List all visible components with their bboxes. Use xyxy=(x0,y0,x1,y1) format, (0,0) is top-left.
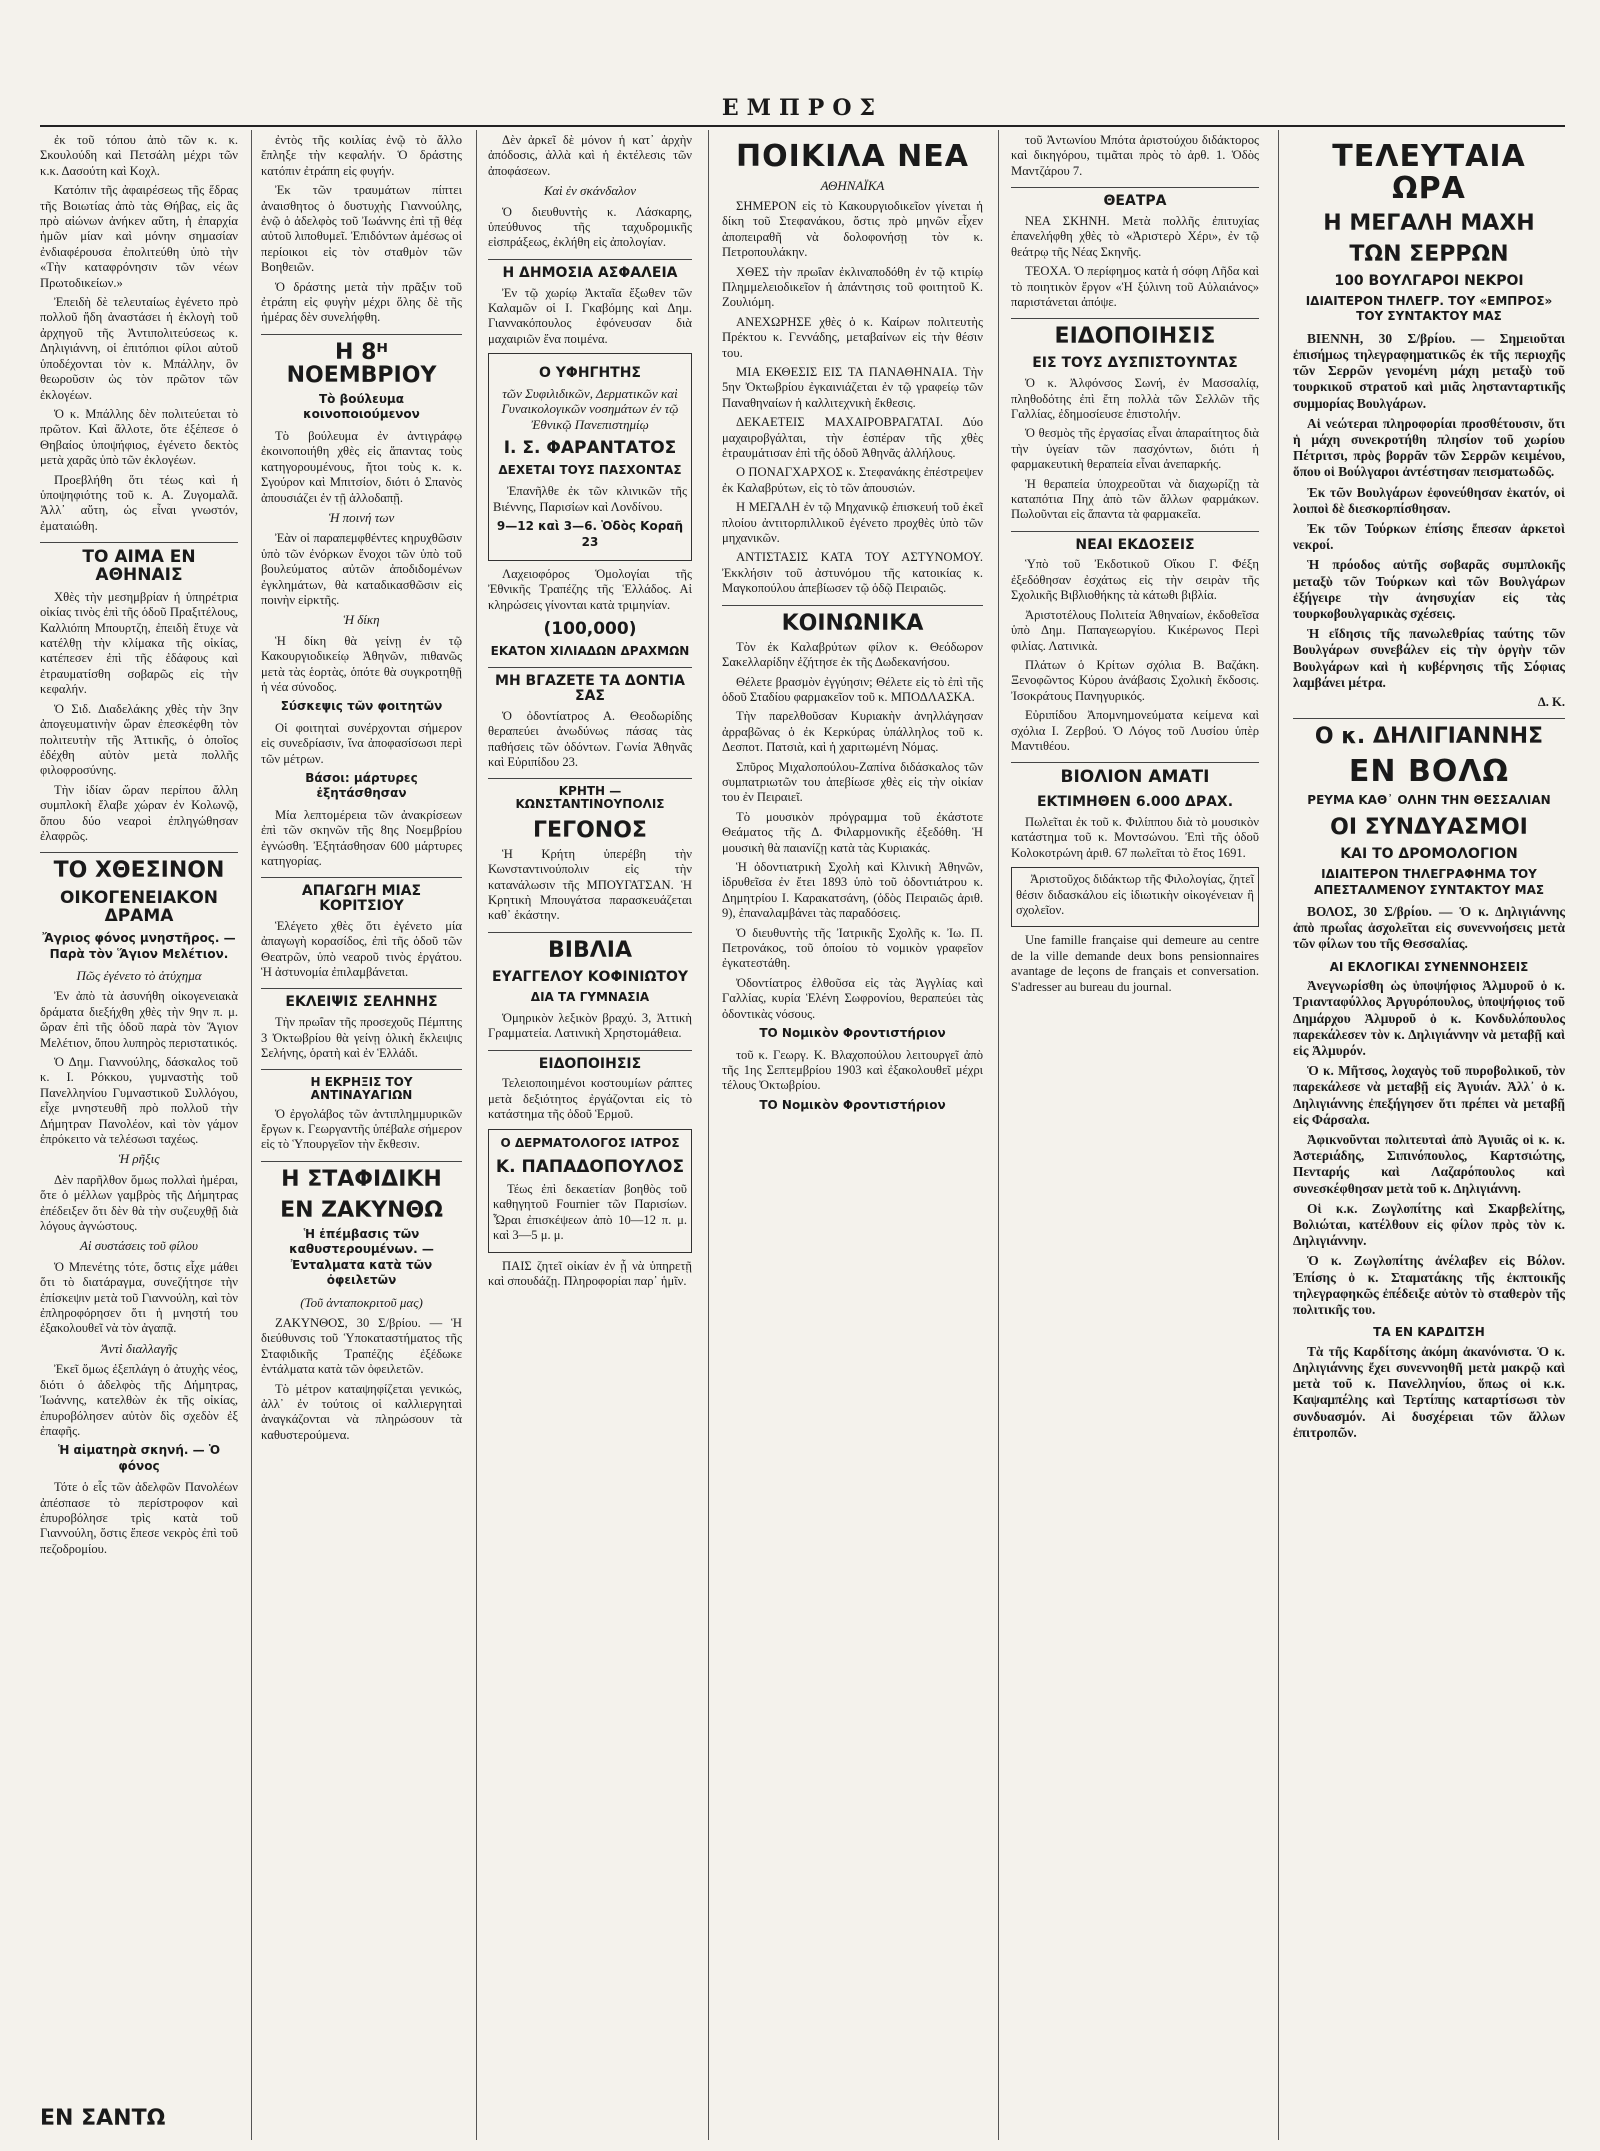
headline-public-safety: Η ΔΗΜΟΣΙΑ ΑΣΦΑΛΕΙΑ xyxy=(488,259,692,281)
classified-box xyxy=(1011,867,1259,927)
article-text: ΒΙΕΝΝΗ, 30 Σ/βρίου. — Σημειοῦται ἐπισήμως τηλεγραφηματικῶς ἐκ τῆς περιοχῆς τῶν Σερρῶν γενομένη μάχη μεταξὺ τοῦ τουρκικοῦ στρατοῦ καὶ μιᾶς ληστανταρτικῆς συμμορίας Βουλγάρων. xyxy=(1293,330,1565,411)
ad-heading: Ο ΔΕΡΜΑΤΟΛΟΓΟΣ ΙΑΤΡΟΣ xyxy=(500,1135,680,1150)
subheadline: Τὸ βούλευμα κοινοποιούμενον xyxy=(303,392,420,422)
article-text: Ἡ Κρήτη ὑπερέβη τὴν Κωνσταντινούπολιν εἰς τὴν κατανάλωσιν τῆς ΜΠΟΥΓΑΤΣΑΝ. Ἡ Κρητικὴ Μπουγάτσα παρασκευάζεται καθ᾽ ἑκάστην. xyxy=(488,846,692,923)
headline-amati-price: ΕΚΤΙΜΗΘΕΝ 6.000 ΔΡΑΧ. xyxy=(1036,794,1234,811)
subheadline: ΤΟ Νομικὸν Φροντιστήριον xyxy=(759,1026,946,1041)
headline-deligiannis: Ο κ. ΔΗΛΙΓΙΑΝΝΗΣ xyxy=(1293,718,1565,748)
article-text: Ἡ θεραπεία ὑποχρεοῦται νὰ διαχωρίζῃ τὰ καταπότια Πηχ ἀπὸ τῶν ἄλλων φαρμάκων. Πωλοῦνται εἰς ἅπαντα τὰ φαρμακεῖα. xyxy=(1011,476,1259,522)
ad-heading: Ο ΥΦΗΓΗΤΗΣ xyxy=(539,365,641,382)
article-text: Ἐκεῖ ὅμως ἐξεπλάγη ὁ ἀτυχὴς νέος, διότι ὁ ἀδελφὸς τῆς Δήμητρας, Ἰωάννης, κατελθὼν ἐκ τῆς οἰκίας, ἐπυροβόλησεν αὐτὸν δὶς σχεδὸν ἐξ ἐπαφῆς. xyxy=(40,1362,238,1438)
headline-serres: ΤΩΝ ΣΕΡΡΩΝ xyxy=(1349,242,1509,268)
article-text: Τὴν ἰδίαν ὥραν περίπου ἄλλη συμπλοκὴ ἔλαβε χώραν ἐν Κολωνῷ, ὅπου δύο νεαροὶ ἐπληγώθησαν ἐλαφρῶς. xyxy=(40,782,238,843)
ad-text: Λαχειοφόρος Ὁμολογίαι τῆς Ἐθνικῆς Τραπέζης τῆς Ἑλλάδος. Αἱ κληρώσεις γίνονται κατὰ τριμηνίαν. xyxy=(488,566,692,612)
column-divider xyxy=(476,130,477,2140)
article-text: ΒΟΛΟΣ, 30 Σ/βρίου. — Ὁ κ. Δηλιγιάννης ἀπὸ πρωΐας ἀσχολεῖται εἰς συνεννοήσεις μετὰ τῶν φίλων του τῆς Θεσσαλίας. xyxy=(1293,903,1565,952)
article-text: Ὁ διευθυντὴς κ. Λάσκαρης, ὑπεύθυνος τῆς ταχυδρομικῆς εἰσπράξεως, ἐκλήθη εἰς ἀπολογίαν. xyxy=(488,204,692,250)
subheadline: Ἡ αἱματηρὰ σκηνή. — Ὁ φόνος xyxy=(57,1443,221,1473)
masthead: ΕΜΠΡΟΣ xyxy=(721,95,884,121)
subheadline: ΤΟ Νομικὸν Φροντιστήριον xyxy=(759,1097,946,1112)
column-divider xyxy=(998,130,999,2140)
subheadline: Ἀντὶ διαλλαγῆς xyxy=(100,1340,178,1356)
article-text: Ἡ δίκη θὰ γείνῃ ἐν τῷ Κακουργιοδικείῳ Ἀθηνῶν, πιθανῶς μετὰ τὰς ἑορτὰς, ὁπότε θὰ συγκροτηθῇ ἡ νέα σύνοδος. xyxy=(261,633,462,694)
news-item: ΧΘΕΣ τὴν πρωΐαν ἐκλιναποδόθη ἐν τῷ κτιρίῳ Πλημμελειοδικεῖον ἡ ἀπάντησις τοῦ φοιτητοῦ Κ. Ζουλιόμη. xyxy=(722,264,983,310)
article-text: Ὁ θεσμὸς τῆς ἐργασίας εἶναι ἀπαραίτητος διὰ τὴν ὑγείαν τῶν πασχόντων, διότι ἡ φαρμακευτικὴ θεραπεία εἶναι ἀνεπαρκής. xyxy=(1011,426,1259,472)
subheadline: ΑΘΗΝΑΪΚΑ xyxy=(820,177,885,193)
article-text: Κατόπιν τῆς ἀφαιρέσεως τῆς ἕδρας τῆς Βοιωτίας ἀπὸ τὰς Θήβας, εἰς ἃς πρὸ αἰώνων ἀνήκεν αὕτη, ἡ ἐπαρχία ἡμῶν μίαν καὶ μόνην σημασίαν ἐνδιαφέρουσα ἐπολιτεύθη ὑπὸ τὴν «Τὴν καταφρόνησιν τῶν νέων Πρωτοδικείων.» xyxy=(40,183,238,290)
article-text: Ὁ κ. Ἀλφόνσος Σωνή, ἐν Μασσαλίᾳ, πληθοδότης ἐπὶ ἔτη πολλὰ τῶν Σελλῶν τῆς Γαλλίας, ἐδημοσίευσε ἐπιστολήν. xyxy=(1011,376,1259,421)
news-item: ΜΙΑ ΕΚΘΕΣΙΣ ΕΙΣ ΤΑ ΠΑΝΑΘΗΝΑΙΑ. Τὴν 5ην Ὀκτωβρίου ἐγκαινιάζεται ἐν τῷ γραφείῳ τῶν Παναθηναίων ἡ καλλιτεχνικὴ ἔκθεσις. xyxy=(722,364,983,410)
column-4 xyxy=(722,133,983,2133)
news-item: τοῦ κ. Γεωργ. Κ. Βλαχοπούλου λειτουργεῖ ἀπὸ τῆς 1ης Σεπτεμβρίου 1903 καὶ ἐξακολουθεῖ μέχρι τέλους Ὀκτωβρίου. xyxy=(722,1047,983,1093)
ad-hours: 9—12 καὶ 3—6. Ὁδὸς Κοραῆ 23 xyxy=(496,519,684,549)
headline-zakynthos: ΕΝ ΖΑΚΥΝΘΩ xyxy=(280,1197,443,1223)
article-text: Ἀνεγνωρίσθη ὡς ὑποψήφιος Ἁλμυροῦ ὁ κ. Τριανταφύλλος Ἀργυρόπουλος, ὑποψήφιος τοῦ Δημάρχου Ἁλμυροῦ ὁ κ. Κονδυλόπουλος παρεκάλεσεν τὸν κ. Δηλιγιάννην νὰ μεταβῇ καὶ εἰς Ἁλμυρόν. xyxy=(1293,978,1565,1058)
article-text: ΤΕΟΧΑ. Ὁ περίφημος κατὰ ἡ σόφη Λῆδα καὶ τὸ ποιητικὸν ἔργον «Ἡ ξύλινη τοῦ Αὐλαιάνος» παριστάνεται ἀπόψε. xyxy=(1011,264,1259,309)
headline-8-november: Η 8ᴴ ΝΟΕΜΒΡΙΟΥ xyxy=(261,334,462,387)
column-3 xyxy=(488,133,692,2133)
subheadline: ΑΙ ΕΚΛΟΓΙΚΑΙ ΣΥΝΕΝΝΟΗΣΕΙΣ xyxy=(1329,959,1529,974)
ad-amount-text: ΕΚΑΤΟΝ ΧΙΛΙΑΔΩΝ ΔΡΑΧΜΩΝ xyxy=(490,644,690,658)
headline-notices: ΕΙΔΟΠΟΙΗΣΙΣ xyxy=(1011,318,1259,348)
news-item: Η ΜΕΓΑΛΗ ἐν τῷ Μηχανικῷ ἐπισκευή τοῦ ἐκεῖ πλοίου ἀντιτορπιλλικοῦ ἐγένετο προχθὲς ὑπὸ τῶν μηχανικῶν. xyxy=(722,500,983,546)
headline-crete: ΚΡΗΤΗ — ΚΩΝΣΤΑΝΤΙΝΟΥΠΟΛΙΣ xyxy=(488,778,692,810)
article-text: Τότε ὁ εἷς τῶν ἀδελφῶν Πανολέων ἀπέσπασε τὸ περίστροφον καὶ ἐπυροβόλησε τρὶς κατὰ τοῦ Γιαννούλη, ὅστις ἔπεσε νεκρὸς ἐπὶ τοῦ πεζοδρομίου. xyxy=(40,1480,238,1556)
article-text: Ἐκ τῶν Τούρκων ἐπίσης ἔπεσαν ἀρκετοὶ νεκροί. xyxy=(1293,520,1565,553)
subheadline: Ἡ ἐπέμβασις τῶν καθυστερουμένων. — Ἐνταλματα κατὰ τῶν ὀφειλετῶν xyxy=(289,1226,434,1288)
article-text: Ἑλέγετο χθὲς ὅτι ἐγένετο μία ἀπαγωγὴ κορασίδος, ἐπὶ τῆς ὁδοῦ τῶν Θεατρῶν, ὑπὸ νεαροῦ τινὸς ἐργάτου. Ἡ ἀστυνομία ἐπιλαμβάνεται. xyxy=(261,918,462,980)
article-text: Ὑπὸ τοῦ Ἐκδοτικοῦ Οἴκου Γ. Φέξη ἐξεδόθησαν ἐσχάτως εἰς τὴν σειρὰν τῆς Σχολικῆς Βιβλιοθήκης τὰ κάτωθι βιβλία. xyxy=(1011,557,1259,603)
article-text: ἐντὸς τῆς κοιλίας ἐνῷ τὸ ἄλλο ἔπληξε τὴν κεφαλήν. Ὁ δράστης κατόπιν ἐτράπη εἰς φυγήν. xyxy=(261,133,462,178)
advertisement-box xyxy=(488,353,692,561)
news-item: Ὁ διευθυντὴς τῆς Ἰατρικῆς Σχολῆς κ. Ἰω. Π. Πετρονάκος, τοῦ ὁποίου τὸ νομικὸν γραφεῖον ἐγκατεστάθη. xyxy=(722,925,983,971)
headline-amati-violin: ΒΙΟΛΙΟΝ ΑΜΑΤΙ xyxy=(1011,762,1259,787)
article-text: Χθὲς τὴν μεσημβρίαν ἡ ὑπηρέτρια οἰκίας τινὸς ἐπὶ τῆς ὁδοῦ Πραξιτέλους, Καλλιόπη Μπουρτζη, ἐπειδὴ ἔτυχε νὰ κατέλθῃ τὴν κλίμακα τῆς οἰκίας, κατέπεσεν ἐπὶ τῆς ἐδάφους καὶ ἐτραυματίσθη σοβαρῶς εἰς τὴν κεφαλήν. xyxy=(40,589,238,697)
ad-text: Ἐπανῆλθε ἐκ τῶν κλινικῶν τῆς Βιέννης, Παρισίων καὶ Λονδίνου. xyxy=(493,484,687,514)
classified-text-french: Une famille française qui demeure au centre de la ville demande deux bons pensionnaires avantage de leçons de français et conversation. S'adresser au bureau du journal. xyxy=(1011,933,1259,994)
news-item: Ὀδοντίατρος ἐλθοῦσα εἰς τὰς Ἀγγλίας καὶ Γαλλίας, κυρία Ἑλένη Σωφρονίου, θεραπεύει τὰς ὀδοντικὰς νόσους. xyxy=(722,975,983,1021)
headline-notices-sub: ΕΙΣ ΤΟΥΣ ΔΥΣΠΙΣΤΟΥΝΤΑΣ xyxy=(1032,355,1238,372)
subheadline: ΡΕΥΜΑ ΚΑΘ᾽ ΟΛΗΝ ΤΗΝ ΘΕΣΣΑΛΙΑΝ xyxy=(1307,792,1551,807)
subheadline: ΔΙΑ ΤΑ ΓΥΜΝΑΣΙΑ xyxy=(530,989,650,1004)
article-text: Ἐκ τῶν Βουλγάρων ἐφονεύθησαν ἑκατόν, οἱ λοιποὶ δὲ διεσκορπίσθησαν. xyxy=(1293,484,1565,516)
news-item: Τὸν ἐκ Καλαβρύτων φίλον κ. Θεόδωρον Σακελλαρίδην ἐζήτησε ἐκ τῆς Δωδεκανήσου. xyxy=(722,639,983,670)
headline-last-hour: ΤΕΛΕΥΤΑΙΑ ΩΡΑ xyxy=(1332,139,1526,206)
article-text: Ἀριστοτέλους Πολιτεία Ἀθηναίων, ἐκδοθεῖσα ὑπὸ Δημ. Παπαγεωργίου. Κικέρωνος Περὶ φιλίας. Λατινικὰ. xyxy=(1011,607,1259,653)
column-divider xyxy=(708,130,709,2140)
column-1 xyxy=(40,133,238,2133)
newspaper-page xyxy=(40,0,1565,2151)
article-text: Αἱ νεώτεραι πληροφορίαι προσθέτουσιν, ὅτι ἡ μάχη συνεκροτήθη πλησίον τοῦ χωρίου Πέτριτσι, πρὸς βορρᾶν τῶν Σερρῶν κειμένου, ὅπου οἱ Βούλγαροι ἀντέστησαν πεισματωδῶς. xyxy=(1293,415,1565,480)
article-text: Τὴν πρωΐαν τῆς προσεχοῦς Πέμπτης 3 Ὀκτωβρίου θὰ γείνῃ ὁλικὴ ἔκλειψις Σελήνης, ὁρατὴ καὶ ἐν Ἑλλάδι. xyxy=(261,1015,462,1060)
subheadline: ΤΑ ΕΝ ΚΑΡΔΙΤΣΗ xyxy=(1373,1325,1485,1340)
article-text: Ὁ ὀδοντίατρος Α. Θεοδωρίδης θεραπεύει ἀνωδύνως πάσας τὰς παθήσεις τῶν ὀδόντων. Γωνία Ἀθηνᾶς καὶ Εὐριπίδου 23. xyxy=(488,708,692,769)
article-text: Δὲν ἀρκεῖ δὲ μόνον ἡ κατ᾽ ἀρχὴν ἀπόδοσις, ἀλλὰ καὶ ἡ ἐκτέλεσις τῶν ἀποφάσεων. xyxy=(488,133,692,178)
subheadline: Ἡ ποινή των xyxy=(328,509,395,525)
headline-eclipse: ΕΚΛΕΙΨΙΣ ΣΕΛΗΝΗΣ xyxy=(261,988,462,1010)
article-text: Τελειοποιημένοι κοστουμίων ράπτες μετὰ δεξιότητος ἐργάζονται εἰς τὸ κατάστημα τῆς ὁδοῦ Ἑρμοῦ. xyxy=(488,1076,692,1122)
article-text: Ὁ Σιδ. Διαδελάκης χθὲς τὴν 3ην ἀπογευματινὴν ὥραν ἐπεσκέφθη τὸν πολιτευτὴν τῆς Ἀττικῆς, ὁ ὁποῖος ἐδέχθη αὐτὸν μετὰ πολλῆς φιλοφροσύνης. xyxy=(40,701,238,778)
ad-subheading: τῶν Συφιλιδικῶν, Δερματικῶν καὶ Γυναικολογικῶν νοσημάτων ἐν τῷ Ἐθνικῷ Πανεπιστημίῳ xyxy=(501,385,679,432)
article-text: Ὁ κ. Μῆτσος, λοχαγὸς τοῦ πυροβολικοῦ, τὸν παρεκάλεσε νὰ μεταβῇ εἰς Ἀγυιάν. Ἀλλ᾽ ὁ κ. Δηλιγιάννης ἐπεξήγησεν ὅτι πρέπει νὰ μεταβῇ εἰς Φάρσαλα. xyxy=(1293,1063,1565,1127)
doctor-ad-box xyxy=(488,1129,692,1253)
subheadline: Ἡ δίκη xyxy=(343,612,380,628)
column-divider xyxy=(1278,130,1279,2140)
headline-raisin: Η ΣΤΑΦΙΔΙΚΗ xyxy=(261,1161,462,1191)
article-text: ΠΑΙΣ ζητεῖ οἰκίαν ἐν ᾗ νὰ ὑπηρετῇ καὶ σπουδάζῃ. Πληροφορίαι παρ᾽ ἡμῖν. xyxy=(488,1258,692,1288)
headline-drama: ΟΙΚΟΓΕΝΕΙΑΚΟΝ ΔΡΑΜΑ xyxy=(59,888,219,927)
ad-text: Τέως ἐπὶ δεκαετίαν βοηθὸς τοῦ καθηγητοῦ Fournier τῶν Παρισίων. Ὧραι ἐπισκέψεων ἀπὸ 10—12 π. μ. καὶ 3—5 μ. μ. xyxy=(493,1181,687,1243)
article-text: Ὁ δράστης μετὰ τὴν πρᾶξιν τοῦ ἐτράπη εἰς φυγὴν μέχρι ὅλης δὲ τῆς ἡμέρας δὲν συνελήφθη. xyxy=(261,279,462,325)
article-text: Ὁμηρικὸν λεξικὸν βραχύ. 3, Ἀττικὴ Γραμματεία. Λατινικὴ Χρηστομάθεια. xyxy=(488,1010,692,1041)
article-text: ΝΕΑ ΣΚΗΝΗ. Μετὰ πολλῆς ἐπιτυχίας ἐπανελήφθη χθὲς τὸ «Ἀριστερὸ Χέρι», ἐν τῷ θεάτρῳ τῆς Νέας Σκηνῆς. xyxy=(1011,213,1259,259)
ad-name: Κ. ΠΑΠΑΔΟΠΟΥΛΟΣ xyxy=(495,1157,685,1178)
headline-notices: ΕΙΔΟΠΟΙΗΣΙΣ xyxy=(488,1050,692,1072)
article-text: Οἱ κ.κ. Ζωγλοπίτης καὶ Σκαρβελίτης, Βολιώται, κατέλθουν εἰς φίλον πρὸς τὸν κ. Δηλιγιάννην. xyxy=(1293,1200,1565,1249)
signature: Δ. Κ. xyxy=(1537,694,1565,709)
headline-combinations: ΟΙ ΣΥΝΔΥΑΣΜΟΙ xyxy=(1330,815,1528,841)
headline-theatres: ΘΕΑΤΡΑ xyxy=(1011,187,1259,209)
ad-subheading: ΔΕΧΕΤΑΙ ΤΟΥΣ ΠΑΣΧΟΝΤΑΣ xyxy=(498,462,682,477)
article-text: Πωλεῖται ἐκ τοῦ κ. Φιλίππου διὰ τὸ μουσικὸν κατάστημα τοῦ κ. Μοντσώνου. Ἐπὶ τῆς ὁδοῦ Κολοκοτρώνη ἀριθ. 67 πωλεῖται τὸ ἔτος 1691. xyxy=(1011,814,1259,860)
masthead-rule xyxy=(40,125,1565,127)
headline-in-volos: ΕΝ ΒΟΛΩ xyxy=(1348,754,1510,790)
subheadline: Ἄγριος φόνος μνηστῆρος. — Παρὰ τὸν Ἅγιον Μελέτιον. xyxy=(42,931,236,961)
headline-works: Η ΕΚΡΗΞΙΣ ΤΟΥ ΑΝΤΙΝΑΥΑΓΙΩΝ xyxy=(261,1069,462,1101)
footer-fragment: ΕΝ ΣΑΝΤΩ xyxy=(40,2106,166,2131)
subheadline: Σύσκεψις τῶν φοιτητῶν xyxy=(280,699,443,714)
news-item: Τὴν παρελθοῦσαν Κυριακὴν ἀνηλλάγησαν ἀρραβῶνας ὁ ἐκ Κερκύρας ὑπάλληλος τοῦ κ. Δεσποτ. Πατσιὰ, καὶ ἡ χαριτωμένη Νόμας. xyxy=(722,709,983,755)
news-item: ΑΝΕΧΩΡΗΣΕ χθὲς ὁ κ. Καίρων πολιτευτὴς Πρέκτου κ. Γεννάδης, μεταβαίνων εἰς τὴν θέσιν του. xyxy=(722,314,983,360)
subheadline: Καὶ ἐν σκάνδαλον xyxy=(543,183,637,199)
subheadline: ΙΔΙΑΙΤΕΡΟΝ ΤΗΛΕΓΡ. ΤΟΥ «ΕΜΠΡΟΣ» ΤΟΥ ΣΥΝΤΑΚΤΟΥ ΜΑΣ xyxy=(1305,293,1553,324)
article-text: Πλάτων ὁ Κρίτων σχόλια Β. Βαζάκη. Ξενοφῶντος Κύρου ἀνάβασις Σχολικὴ ἔκδοσις. Ἰσοκράτους Πανηγυρικός. xyxy=(1011,657,1259,703)
news-item: Σπῦρος Μιχαλοπούλου-Ζαπίνα διδάσκαλος τῶν συμπατριωτῶν του ἀπεβίωσε χθὲς εἰς τὴν οἰκίαν του ἐν Πειραιεῖ. xyxy=(722,759,983,805)
article-text: Ἡ πρόοδος αὐτῆς σοβαρᾶς συμπλοκῆς μεταξὺ τῶν Τούρκων καὶ τῶν Βουλγάρων ἐξήγειρε τὴν ἀνησυχίαν εἰς τὰς τουρκοβουλγαρικὰς σχέσεις. xyxy=(1293,557,1565,621)
ad-amount: (100,000) xyxy=(543,619,637,640)
news-item: Θέλετε βρασμὸν ἐγγύησιν; Θέλετε εἰς τὸ ἐπὶ τῆς ὁδοῦ Σταδίου φαρμακεῖον τοῦ κ. ΜΠΟΔΛΑΣΚΑ. xyxy=(722,674,983,704)
article-text: ΖΑΚΥΝΘΟΣ, 30 Σ/βρίου. — Ἡ διεύθυνσις τοῦ Ὑποκαταστήματος τῆς Σταφιδικῆς Τραπέζης ἐξέδωκε ἐντάλματα κατὰ τῶν ὀφειλετῶν. xyxy=(261,1315,462,1377)
news-item: ΑΝΤΙΣΤΑΣΙΣ ΚΑΤΑ ΤΟΥ ΑΣΤΥΝΟΜΟΥ. Ἐκκλήσιν τοῦ ἀστυνόμου τῆς κατοικίας κ. Μαγκοπούλου ἀπεβίωσεν τῷ ὁδῷ Πειραιῶς. xyxy=(722,550,983,596)
article-text: Ὁ Μπενέτης τότε, ὅστις εἶχε μάθει ὅτι τὸ διατάραγμα, συνεζήτησε τὴν ἐπίσκεψιν μετὰ τοῦ Γιαννούλη, καὶ τὸν ἐπληροφόρησεν ὅτι ἡ μνηστή του ἐξακολουθεῖ νὰ τὸν ἀγαπᾷ. xyxy=(40,1259,238,1336)
article-text: Δὲν παρῆλθον ὅμως πολλαὶ ἡμέραι, ὅτε ὁ μέλλων γαμβρὸς τῆς Δήμητρας ἐπέδειξεν ὅτι δὲν θὰ τὴν συζευχθῇ διὰ λόγους ἀγνώστους. xyxy=(40,1172,238,1234)
article-text: Μία λεπτομέρεια τῶν ἀνακρίσεων ἐπὶ τῶν σκηνῶν τῆς 8ης Νοεμβρίου ἐγνώσθη. Ἐξητάσθησαν 600 μάρτυρες κατηγορίας. xyxy=(261,807,462,869)
article-text: Οἱ φοιτηταὶ συνέρχονται σήμερον εἰς συνεδρίασιν, ἵνα ἀποφασίσωσι περὶ τῶν μέτρων. xyxy=(261,720,462,766)
subheadline: Πῶς ἐγένετο τὸ ἀτύχημα xyxy=(76,967,202,983)
headline-social: ΚΟΙΝΩΝΙΚΑ xyxy=(722,605,983,635)
news-item: Ἡ ὀδοντιατρικὴ Σχολὴ καὶ Κλινικὴ Ἀθηνῶν, ἱδρυθεῖσα ἐν ἔτει 1893 ὑπὸ τοῦ ὀδοντιάτρου κ. Δημητρίου Ι. Καρακατσάνη, (ὁδὸς Πειραιῶς ἀριθ. 9), ἐπαναλαμβάνει τὰς παραδόσεις. xyxy=(722,860,983,921)
column-5 xyxy=(1011,133,1259,2133)
news-item: Ο ΠΟΝΑΓΧΑΡΧΟΣ κ. Στεφανάκης ἐπέστρεψεν ἐκ Καλαβρύτων, εἰς τὸ τῶν ἀπουσιών. xyxy=(722,465,983,495)
article-text: Ἐν ἀπὸ τὰ ἀσυνήθη οἰκογενειακὰ δράματα διεξήχθη χθὲς τὴν 9ην π. μ. ὥραν ἐπὶ τῆς ὁδοῦ παρὰ τὸν Ἅγιον Μελέτιον, ὅπου λυπηρὸς περιστατικός. xyxy=(40,989,238,1050)
article-text: Ὁ κ. Ζωγλοπίτης ἀνέλαβεν εἰς Βόλον. Ἐπίσης ὁ κ. Σταματάκης τῆς ἐκπτοικῆς τηλεγραφηκῶς ἐπέδειξε αὐτὸν τὸ σταθερὸν τῆς πολιτικῆς του. xyxy=(1293,1253,1565,1318)
article-text: Ἐν τῷ χωρίῳ Ἀκταῖα ἔξωθεν τῶν Καλαμῶν οἱ Ι. Γκαβόμης καὶ Δημ. Γιαννακόπουλος ἐφόνευσαν διὰ μαχαιριῶν ἕνα ποιμένα. xyxy=(488,285,692,346)
article-text: Ὁ Δημ. Γιαννούλης, δάσκαλος τοῦ κ. Ι. Ρόκκου, γυμναστὴς τοῦ Πανελληνίου Γυμναστικοῦ Συλλόγου, εἶχε μνηστευθῆ πρὸ πολλοῦ τὴν Δήμητραν Πανολέον, καὶ τὸν γάμον ἐπρόκειτο νὰ τελέσωσι ταχέως. xyxy=(40,1054,238,1146)
headline-bulgarian-dead: 100 ΒΟΥΛΓΑΡΟΙ ΝΕΚΡΟΙ xyxy=(1334,273,1524,290)
news-item: ΔΕΚΑΕΤΕΙΣ ΜΑΧΑΙΡΟΒΡΑΓΑΤΑΙ. Δύο μαχαιροβγάλται, τὴν ἑσπέραν τῆς χθὲς ἐτραυμάτισαν ἐπὶ τῆς ὁδοῦ Ἀθηνᾶς ἀλλήλους. xyxy=(722,415,983,460)
headline-abduction: ΑΠΑΓΩΓΗ ΜΙΑΣ ΚΟΡΙΤΣΙΟΥ xyxy=(261,877,462,913)
article-text: Τὸ βούλευμα ἐν ἀντιγράφῳ ἐκοινοποιήθη χθὲς εἰς ἅπαντας τοὺς κατηγορουμένους, ἤτοι τοὺς κ. κ. Σγούρον καὶ Μπιτσίον, διότι ὁ Σπανὸς ἀπουσιάζει ἐν τῇ ἀλλοδαπῇ. xyxy=(261,428,462,505)
headline-athens: ΤΟ ΑΙΜΑ ΕΝ ΑΘΗΝΑΙΣ xyxy=(40,542,238,585)
column-divider xyxy=(251,130,252,2140)
news-item: Τὸ μουσικὸν πρόγραμμα τοῦ ἐκάστοτε Θεάματος τῆς Δ. Φιλαρμονικῆς ἐξεδόθη. Ἡ μουσικὴ θὰ παιανίζῃ κατὰ τὰς Κυριακάς. xyxy=(722,809,983,855)
article-text: Ἐὰν οἱ παραπεμφθέντες κηρυχθῶσιν ὑπὸ τῶν ἐνόρκων ἔνοχοι τῶν ὑπὸ τοῦ βουλεύματος αὐτῶν ἀποδιδομένων ἐγκλημάτων, θὰ καταδικασθῶσιν εἰς ποινὴν εἰρκτῆς. xyxy=(261,531,462,607)
news-item: ΣΗΜΕΡΟΝ εἰς τὸ Κακουργιοδικεῖον γίνεται ἡ δίκη τοῦ Στεφανάκου, ὅστις πρὸ μηνῶν εἶχεν ἀποπειραθῆ νὰ δολοφονήσῃ τὸν κ. Πετροπουλάκην. xyxy=(722,198,983,260)
headline-event: ΓΕΓΟΝΟΣ xyxy=(533,817,647,843)
article-text: ἐκ τοῦ τόπου ἀπὸ τῶν κ. κ. Σκουλούδη καὶ Πετσάλη μέχρι τῶν κ.κ. Δασούτη καὶ Κοχλ. xyxy=(40,133,238,178)
classified-text: Ἀριστοῦχος διδάκτωρ τῆς Φιλολογίας, ζητεῖ θέσιν διδασκάλου εἰς ἰδιωτικὴν οἰκογένειαν ἢ σχολεῖον. xyxy=(1016,872,1254,917)
subheadline: Βάσοι: μάρτυρες ἐξητάσθησαν xyxy=(305,771,418,801)
article-text: Ἀφικνοῦνται πολιτευταὶ ἀπὸ Ἀγυιᾶς οἱ κ. κ. Ἀστεριάδης, Σιπινόπουλος, Καρτσιώτης, Πενταρής καὶ Λαζαρόπουλος καὶ συνεσκέφθησαν μετὰ τοῦ κ. Δηλιγιάννη. xyxy=(1293,1131,1565,1196)
headline-itinerary: ΚΑΙ ΤΟ ΔΡΟΜΟΛΟΓΙΟΝ xyxy=(1340,846,1518,863)
article-text: Ἡ εἴδησις τῆς πανωλεθρίας ταύτης τῶν Βουλγάρων συνεβάλεν εἰς τὴν ὀργὴν τῶν Βουλγάρων καὶ ἡ κυβέρνησις τῆς Σόφιας λαμβάνει μέτρα. xyxy=(1293,626,1565,690)
subheadline: ΙΔΙΑΙΤΕΡΟΝ ΤΗΛΕΓΡΑΦΗΜΑ ΤΟΥ ΑΠΕΣΤΑΛΜΕΝΟΥ ΣΥΝΤΑΚΤΟΥ ΜΑΣ xyxy=(1313,867,1545,897)
article-text: Προεβλήθη ὅτι τέως καὶ ἡ ὑποψηφιότης τοῦ κ. Α. Ζυγομαλᾶ. Ἀλλ᾽ αὕτη, ὡς εἶναι γνωστόν, ἐματαιώθη. xyxy=(40,472,238,533)
column-2 xyxy=(261,133,462,2133)
article-text: Ἐκ τῶν τραυμάτων πίπτει ἀναισθητος ὁ δυστυχὴς Γιαννούλης, ἐνῷ ὁ ἀδελφὸς τοῦ Ἰωάννης ἐπὶ τῇ θέᾳ αὐτοῦ λιποθυμεῖ. Ἐπιδόντων ἀμέσως οἱ περίοικοι εἰς τὸν σταθμὸν τῶν Βοηθειῶν. xyxy=(261,183,462,275)
headline-new-editions: ΝΕΑΙ ΕΚΔΟΣΕΙΣ xyxy=(1011,531,1259,553)
subheadline: Ἡ ρῆξις xyxy=(118,1151,160,1167)
subheadline: (Τοῦ ἀνταποκριτοῦ μας) xyxy=(300,1294,423,1310)
headline-great-battle: Η ΜΕΓΑΛΗ ΜΑΧΗ xyxy=(1323,211,1535,236)
ad-name: Ι. Σ. ΦΑΡΑΝΤΑΤΟΣ xyxy=(503,438,677,459)
article-text: Τὰ τῆς Καρδίτσης ἀκόμη ἀκανόνιστα. Ὁ κ. Δηλιγιάννης ἔχει συνεννοηθῆ μετὰ μακρῷ καὶ μετὰ τοῦ κ. Πανελληνίου, ὅπως οἱ κ.κ. Καψαμπέλης καὶ Τερτίπης καταρτίσωσι τὸν συνδυασμόν. Αἱ δυσχέρειαι τῶν ἄλλων ἐπιτροπῶν. xyxy=(1293,1343,1565,1440)
headline-kofiniotou: ΕΥΑΓΓΕΛΟΥ ΚΟΦΙΝΙΩΤΟΥ xyxy=(492,968,688,985)
article-text: Ἐπειδὴ δὲ τελευταίως ἐγένετο πρὸ πολλοῦ ἤδη ἀναστάσει ἡ ἐκλογὴ τοῦ ἀρχηγοῦ τῆς Ἀντιπολιτεύσεως κ. Δηλιγιάννη, οἱ ἐπιτόπιοι φίλοι αὐτοῦ ὑποδέχονται τὸν κ. Μπάλλην, ὃν θεωροῦσιν ὡς τὸν πρῶτον τῶν ἐκλογέων. xyxy=(40,295,238,402)
article-text: Ὁ κ. Μπάλλης δὲν πολιτεύεται τὸ πρῶτον. Καὶ ἄλλοτε, ὅτε ἐξέπεσε ὁ Θηβαίος ὑποψήφιος, ἐγένετο δεκτὸς μετὰ χαρᾶς ὑπὸ τῶν ἐκλογέων. xyxy=(40,406,238,468)
column-6 xyxy=(1293,133,1565,2133)
headline-yesterday: ΤΟ ΧΘΕΣΙΝΟΝ xyxy=(40,852,238,882)
headline-teeth: ΜΗ ΒΓΑΖΕΤΕ ΤΑ ΔΟΝΤΙΑ ΣΑΣ xyxy=(488,667,692,703)
subheadline: Αἱ συστάσεις τοῦ φίλου xyxy=(79,1238,198,1254)
article-text: τοῦ Ἀντωνίου Μπότα ἀριστούχου διδάκτορος καὶ δικηγόρου, τιμᾶται πρὸς τὸ ἀρθ. 1. Ὁδὸς Μαντζάρου 7. xyxy=(1011,133,1259,178)
headline-various-news: ΠΟΙΚΙΛΑ ΝΕΑ xyxy=(736,139,969,174)
article-text: Ὁ ἐργολάβος τῶν ἀντιπλημμυρικῶν ἔργων κ. Γεωργαντῆς ὑπέβαλε σήμερον εἰς τὸ Ὑπουργεῖον τὴν ἔκθεσιν. xyxy=(261,1106,462,1152)
article-text: Εὐριπίδου Ἀπομνημονεύματα κείμενα καὶ σχόλια Ι. Ζερβού. Ὁ Λόγος τοῦ Λυσίου ὑπὲρ Μαντιθέου. xyxy=(1011,708,1259,753)
headline-books: ΒΙΒΛΙΑ xyxy=(488,932,692,962)
article-text: Τὸ μέτρον καταψηφίζεται γενικώς, ἀλλ᾽ ἐν τούτοις οἱ καλλιεργηταὶ ἀναγκάζονται νὰ πληρώσουν τὰ καθυστερούμενα. xyxy=(261,1381,462,1442)
